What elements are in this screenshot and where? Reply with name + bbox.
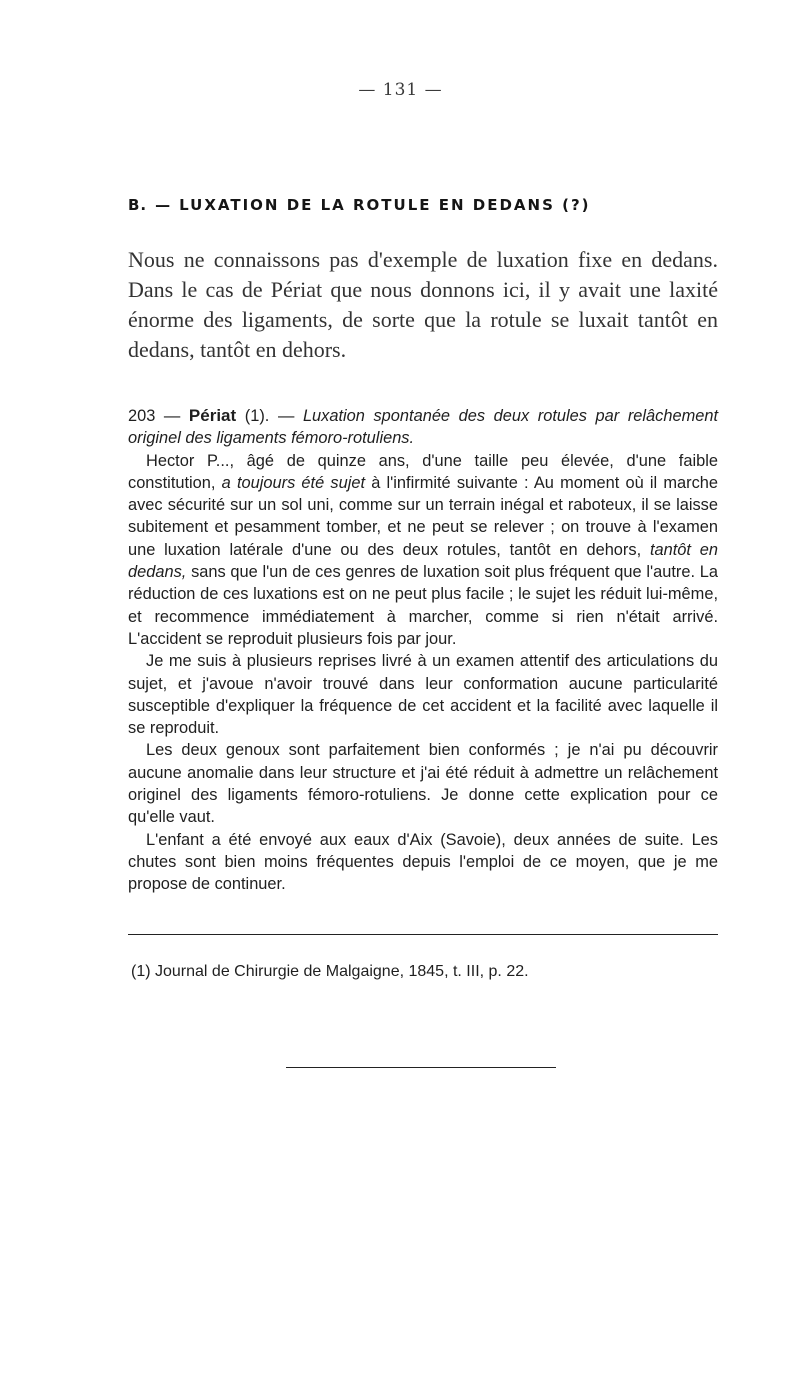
footnote-divider <box>128 934 718 935</box>
end-rule <box>286 1067 556 1068</box>
case-p1-text-a: Hector P..., âgé de quinze ans, d'une taille peu élevée, d'une faible constitution, <box>128 451 718 492</box>
case-header <box>128 405 718 450</box>
case-p1-italic-b: tantôt en dedans, <box>128 540 719 582</box>
footnote-ref: (1). <box>244 407 270 425</box>
case-number: 203 — <box>128 407 181 425</box>
intro-paragraph: Nous ne connaissons pas d'exemple de luxation fixe en dedans. Dans le cas de Périat que nous donnons ici, il y avait une laxité énorme des ligaments, de sorte que la rotule se luxait tantôt en dedans, tantôt en dehors. <box>128 247 718 362</box>
case-p1-italic-a: a toujours été sujet <box>221 473 366 492</box>
case-p1-text-b: à l'infirmité suivante : Au moment où il marche avec sécurité sur un sol uni, comme sur un terrain inégal et raboteux, il se laisse subitement et pesamment tomber, et ne peut se relever ; on trouve à l'examen une luxation latérale d'une ou des deux rotules, tantôt en dehors, <box>128 473 719 559</box>
case-paragraph-4: L'enfant a été envoyé aux eaux d'Aix (Savoie), deux années de suite. Les chutes sont bien moins fréquentes depuis l'emploi de ce moyen, que je me propose de continuer. <box>128 830 718 894</box>
case-paragraph-1 <box>128 450 718 651</box>
footnote: (1) Journal de Chirurgie de Malgaigne, 1845, t. III, p. 22. <box>131 963 529 980</box>
section-letter: B. <box>128 196 148 214</box>
case-paragraph-2: Je me suis à plusieurs reprises livré à un examen attentif des articulations du sujet, et j'avoue n'avoir trouvé dans leur conformation aucune particularité susceptible d'expliquer la fréquence de cet accident et la facilité avec laquelle il se reproduit. <box>128 652 718 738</box>
case-author: Périat <box>188 406 237 425</box>
case-report <box>128 405 718 896</box>
section-heading <box>128 196 591 214</box>
section-dash: — <box>155 196 172 214</box>
section-title: LUXATION DE LA ROTULE EN DEDANS (?) <box>179 196 591 214</box>
case-p1-text-c: sans que l'un de ces genres de luxation soit plus fréquent que l'autre. La réduction de ces luxations est on ne peut plus facile ; le sujet les réduit lui-même, et recommence immédiatement à marcher, comme si rien n'était arrivé. L'accident se reproduit plusieurs fois par jour. <box>128 563 719 648</box>
case-title: Luxation spontanée des deux rotules par relâchement originel des ligaments fémoro-rotuliens. <box>128 407 719 448</box>
page-number: — 131 — <box>358 80 443 100</box>
case-title-dash: — <box>277 407 295 425</box>
case-paragraph-3: Les deux genoux sont parfaitement bien conformés ; je n'ai pu découvrir aucune anomalie dans leur structure et j'ai été réduit à admettre un relâchement originel des ligaments fémoro-rotuliens. Je donne cette explication pour ce qu'elle vaut. <box>128 741 718 827</box>
